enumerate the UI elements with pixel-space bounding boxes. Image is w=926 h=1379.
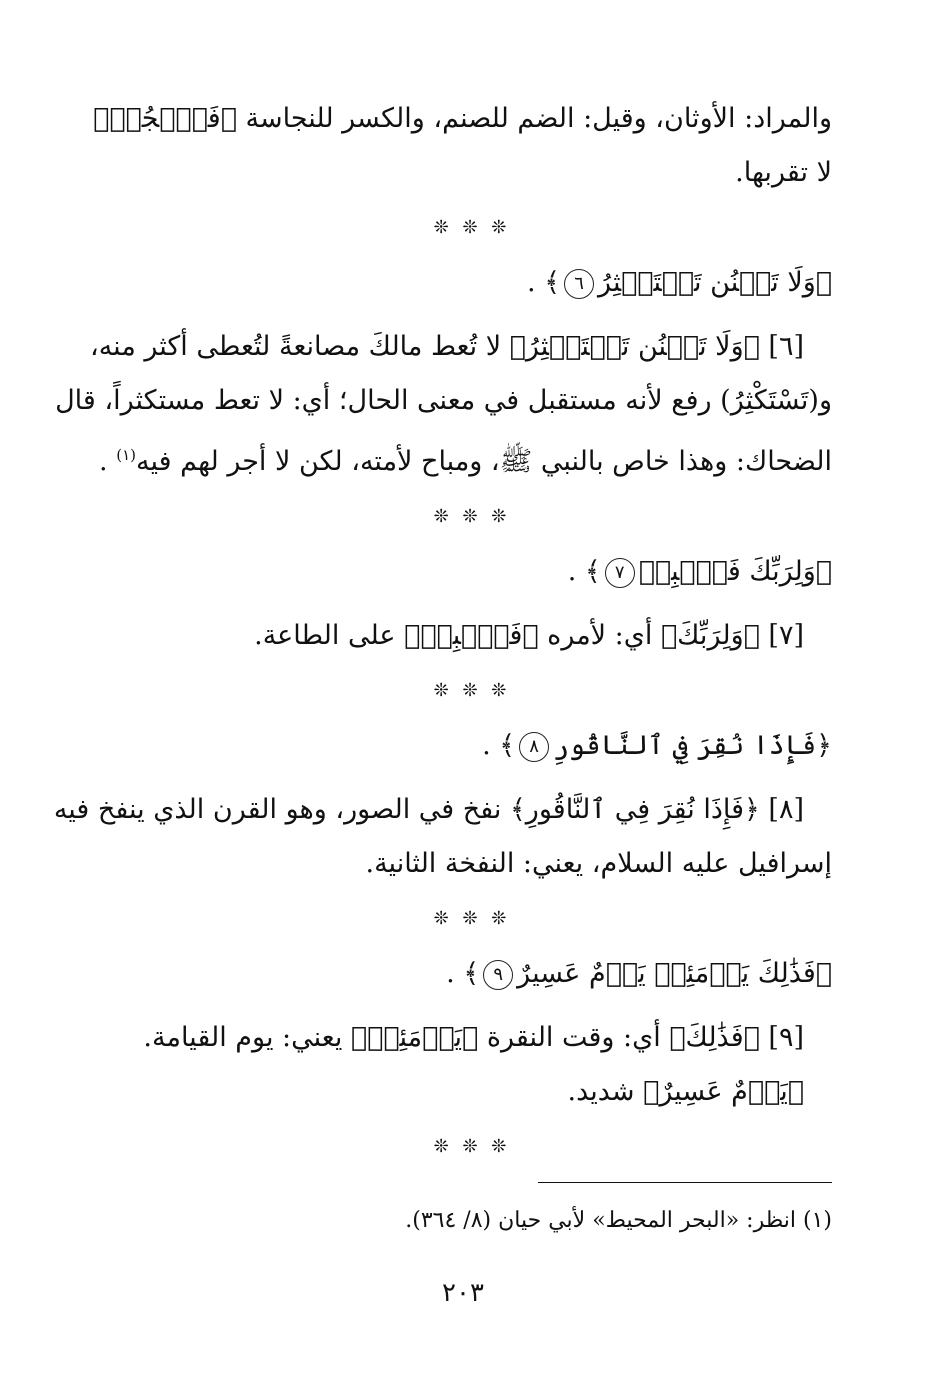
section-separator: ❊ ❊ ❊ [433, 908, 511, 929]
verse-text: ﴿وَلِرَبِّكَ فَٱصۡبِرۡ [638, 556, 832, 587]
commentary-line: [٩] ﴿فَذَٰلِكَ﴾ أي: وقت النقرة ﴿يَوۡمَئِذٖ﴾ يعني: يوم القيامة. [143, 1022, 804, 1053]
footnote-marker: (١) [116, 446, 136, 464]
commentary-line: [٨] ﴿فَإِذَا نُقِرَ فِي ٱلنَّاقُورِ﴾ نفخ في الصور، وهو القرن الذي ينفخ فيه [53, 794, 804, 825]
paragraph-line: لا تقربها. [735, 157, 832, 188]
verse-8: ﴿فَإِذَا نُقِرَ فِي ٱلنَّاقُورِ٨﴾ . [482, 730, 832, 761]
section-separator: ❊ ❊ ❊ [433, 680, 511, 701]
section-separator: ❊ ❊ ❊ [433, 217, 511, 238]
footnote-divider [538, 1182, 832, 1183]
verse-text: ﴿فَإِذَا نُقِرَ فِي ٱلنَّاقُورِ [553, 730, 832, 761]
page-body [53, 92, 832, 1175]
section-separator: ❊ ❊ ❊ [433, 1136, 511, 1157]
commentary-line: [٧] ﴿وَلِرَبِّكَ﴾ أي: لأمره ﴿فَٱصۡبِرۡ﴾ على الطاعة. [254, 620, 804, 651]
verse-9: ﴿فَذَٰلِكَ يَوۡمَئِذٖ يَوۡمٌ عَسِيرٌ٩﴾ . [446, 958, 832, 989]
section-separator: ❊ ❊ ❊ [433, 506, 511, 527]
page-number: ٢٠٣ [442, 1278, 484, 1308]
verse-6: ﴿وَلَا تَمۡنُن تَسۡتَكۡثِرُ٦﴾ . [527, 267, 832, 298]
commentary-line: ﴿يَوۡمٌ عَسِيرٌ﴾ شديد. [567, 1076, 804, 1107]
commentary-line: [٦] ﴿وَلَا تَمۡنُن تَسۡتَكۡثِرُ﴾ لا تُعط مالكَ مصانعةً لتُعطى أكثر منه، [89, 331, 804, 362]
commentary-line: الضحاك: وهذا خاص بالنبي ﷺ، ومباح لأمته، لكن لا أجر لهم فيه$^{(١)}$ . [99, 446, 832, 477]
verse-text: ﴿فَذَٰلِكَ يَوۡمَئِذٖ يَوۡمٌ عَسِيرٌ [517, 958, 832, 989]
paragraph-line: والمراد: الأوثان، وقيل: الضم للصنم، والكسر للنجاسة ﴿فَٱهۡجُرۡ﴾ [93, 103, 832, 134]
commentary-line: إسرافيل عليه السلام، يعني: النفخة الثانية. [365, 848, 832, 879]
footnote: (١) انظر: «البحر المحيط» لأبي حيان (٨/ ٣٦٤). [405, 1208, 832, 1233]
verse-number: ٨ [519, 732, 549, 762]
verse-number: ٩ [483, 960, 513, 990]
commentary-line: و(تَسْتَكْثِرُ) رفع لأنه مستقبل في معنى الحال؛ أي: لا تعط مستكثراً، قال [55, 385, 832, 416]
verse-text: ﴿وَلَا تَمۡنُن تَسۡتَكۡثِرُ [598, 267, 832, 298]
verse-number: ٦ [564, 269, 594, 299]
verse-7: ﴿وَلِرَبِّكَ فَٱصۡبِرۡ٧﴾ . [567, 556, 832, 587]
verse-number: ٧ [605, 558, 635, 588]
